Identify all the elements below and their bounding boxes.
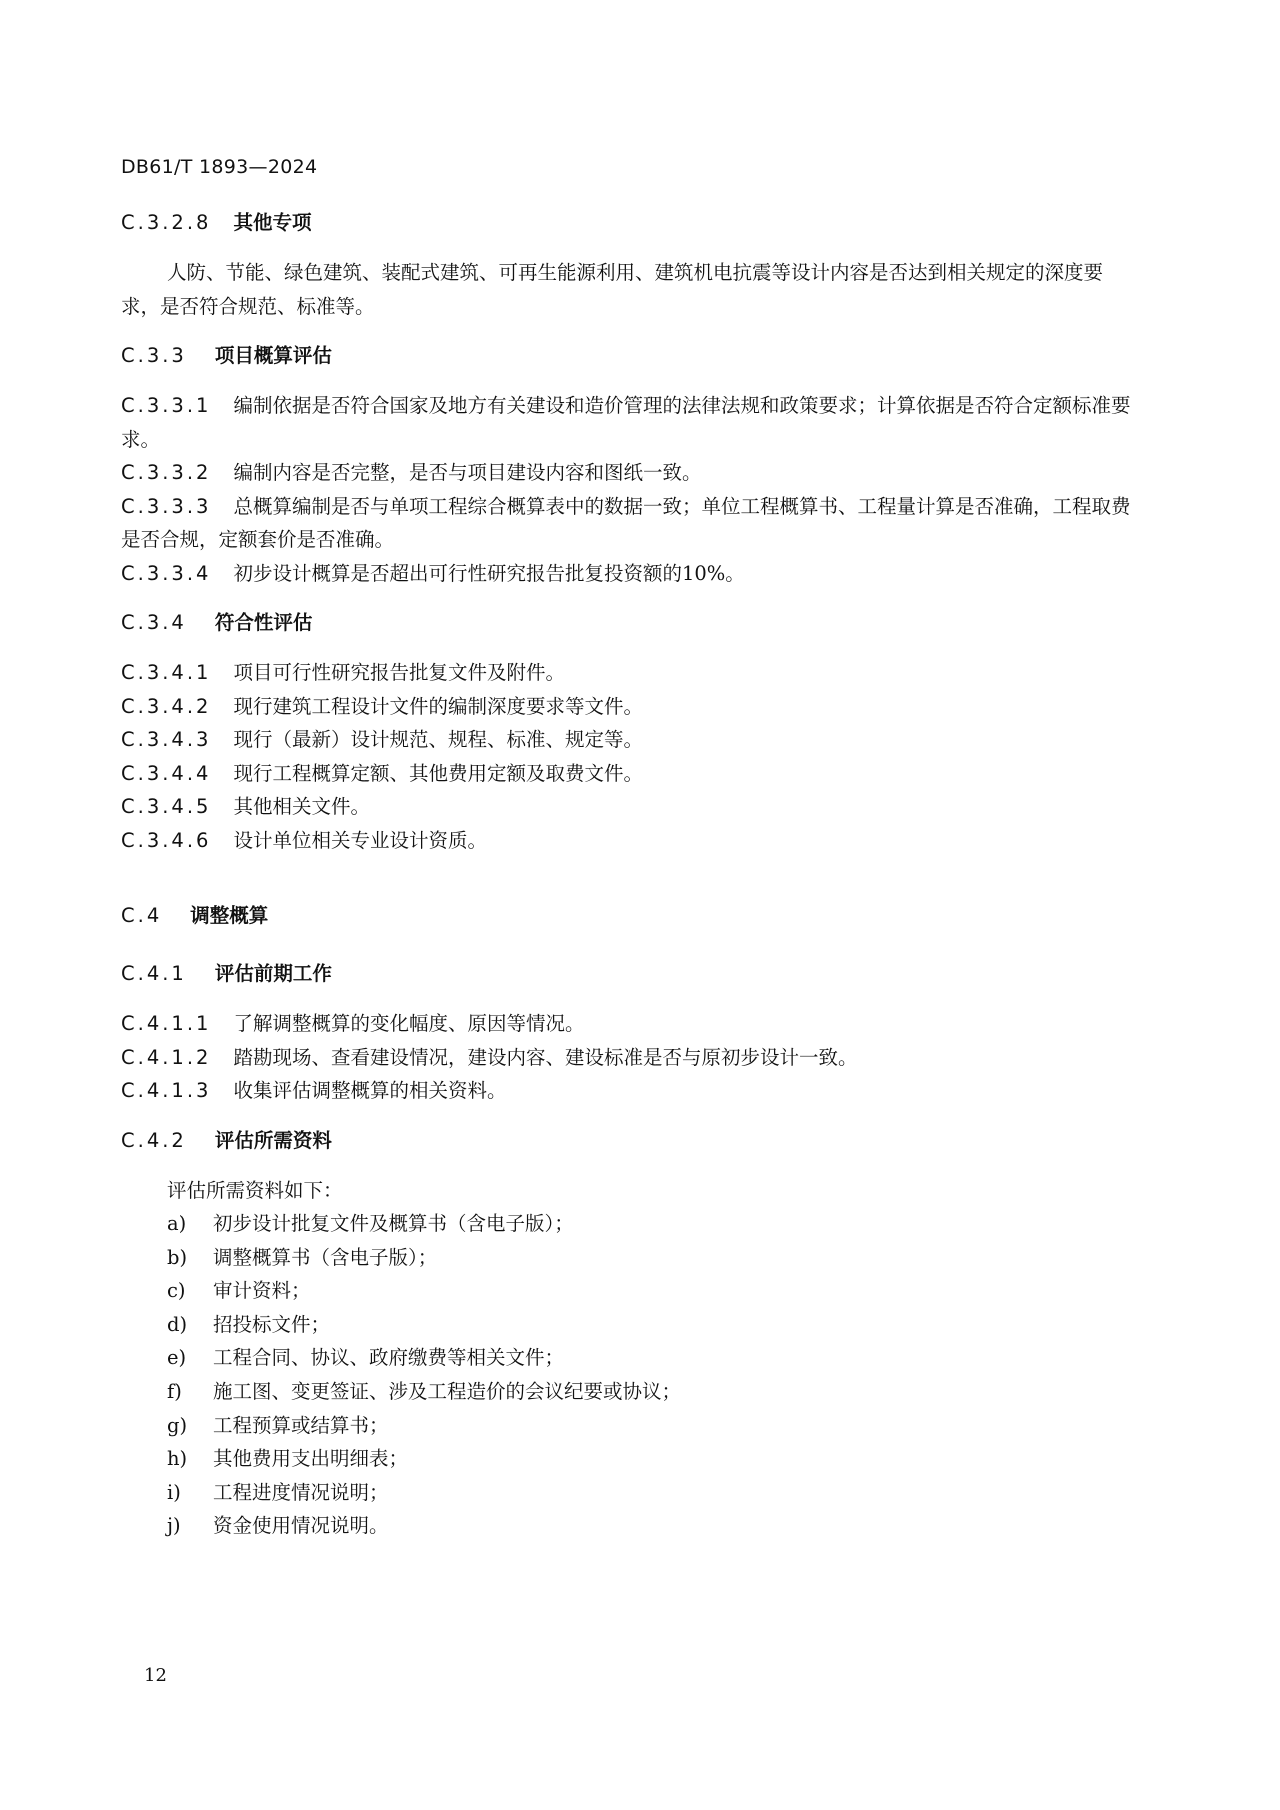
- clause-c3332: C.3.3.2 编制内容是否完整，是否与项目建设内容和图纸一致。: [121, 461, 702, 484]
- list-intro: 评估所需资料如下：: [167, 1178, 343, 1202]
- document-code: DB61/T 1893—2024: [121, 156, 318, 178]
- clause-c3343: C.3.4.3 现行（最新）设计规范、规程、标准、规定等。: [121, 728, 643, 751]
- heading-c34: C.3.4 符合性评估: [121, 611, 313, 634]
- heading-c41: C.4.1 评估前期工作: [121, 962, 332, 985]
- list-item: g) 工程预算或结算书；: [167, 1413, 389, 1437]
- heading-c4: C.4 调整概算: [121, 904, 269, 927]
- list-item: c) 审计资料；: [167, 1279, 311, 1303]
- clause-c3346: C.3.4.6 设计单位相关专业设计资质。: [121, 828, 487, 852]
- clause-c3345: C.3.4.5 其他相关文件。: [121, 795, 370, 818]
- clause-c4113: C.4.1.3 收集评估调整概算的相关资料。: [121, 1079, 507, 1102]
- heading-c42: C.4.2 评估所需资料: [121, 1128, 332, 1152]
- document-body: [121, 206, 1131, 1543]
- paragraph-c328: 人防、节能、绿色建筑、装配式建筑、可再生能源利用、建筑机电抗震等设计内容是否达到相关规定的深度要求，是否符合规范、标准等。: [121, 261, 1104, 318]
- list-item: h) 其他费用支出明细表；: [167, 1447, 409, 1471]
- list-item: f) 施工图、变更签证、涉及工程造价的会议纪要或协议；: [167, 1379, 682, 1403]
- list-item: e) 工程合同、协议、政府缴费等相关文件；: [167, 1346, 565, 1370]
- clause-c4112: C.4.1.2 踏勘现场、查看建设情况，建设内容、建设标准是否与原初步设计一致。: [121, 1045, 858, 1069]
- page-number: 12: [144, 1665, 167, 1686]
- list-item: b) 调整概算书（含电子版）；: [167, 1245, 438, 1269]
- heading-c328: C.3.2.8 其他专项: [121, 211, 312, 234]
- clause-c3333: C.3.3.3 总概算编制是否与单项工程综合概算表中的数据一致；单位工程概算书、工程量计算是否准确，工程取费是否合规，定额套价是否准确。: [121, 494, 1131, 551]
- clause-c3331: C.3.3.1 编制依据是否符合国家及地方有关建设和造价管理的法律法规和政策要求；计算依据是否符合定额标准要求。: [121, 394, 1131, 451]
- heading-c33: C.3.3 项目概算评估: [121, 344, 332, 367]
- clause-c4111: C.4.1.1 了解调整概算的变化幅度、原因等情况。: [121, 1012, 585, 1035]
- clause-c3344: C.3.4.4 现行工程概算定额、其他费用定额及取费文件。: [121, 761, 643, 785]
- list-item: a) 初步设计批复文件及概算书（含电子版）；: [167, 1212, 574, 1235]
- clause-c3334: C.3.3.4 初步设计概算是否超出可行性研究报告批复投资额的10%。: [121, 561, 745, 585]
- clause-c3341: C.3.4.1 项目可行性研究报告批复文件及附件。: [121, 661, 565, 684]
- list-item: j) 资金使用情况说明。: [167, 1514, 389, 1538]
- list-item: d) 招投标文件；: [167, 1312, 331, 1336]
- clause-c3342: C.3.4.2 现行建筑工程设计文件的编制深度要求等文件。: [121, 694, 643, 718]
- list-item: i) 工程进度情况说明；: [167, 1480, 389, 1504]
